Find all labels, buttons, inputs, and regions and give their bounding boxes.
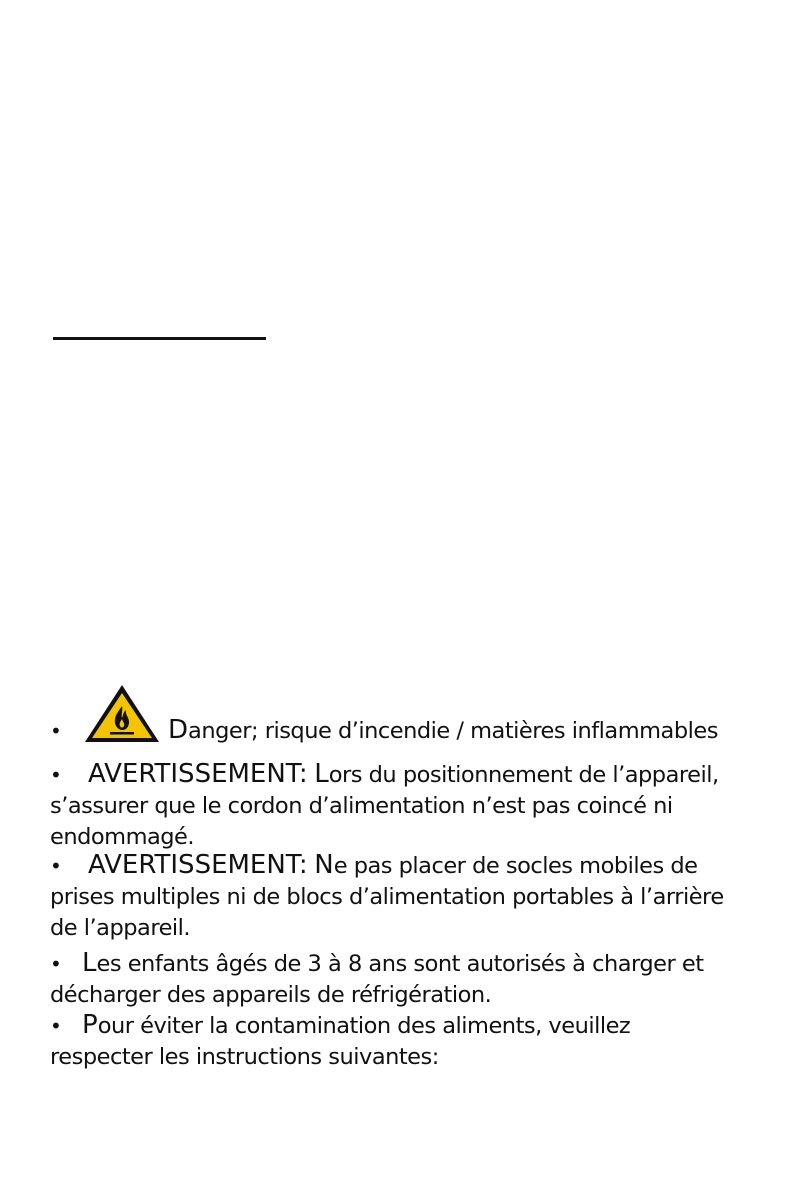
warning-keyword: AVERTISSEMENT:	[88, 759, 308, 789]
item-text: endommagé.	[50, 824, 195, 850]
bullet: •	[50, 763, 62, 787]
bullet: •	[50, 854, 62, 878]
item-text: our éviter la contamination des aliments, veuillez	[97, 1013, 631, 1039]
list-item-flammable: • Danger; risque d’incendie / matières inflammables	[50, 682, 780, 747]
item-text: de l’appareil.	[50, 915, 191, 941]
list-item-children: • Les enfants âgés de 3 à 8 ans sont autorisés à charger et décharger des appareils de réfrigération.	[50, 948, 780, 1011]
item-text: anger; risque d’incendie / matières inflammables	[188, 718, 718, 744]
list-item-contamination: • Pour éviter la contamination des aliments, veuillez respecter les instructions suivantes:	[50, 1010, 780, 1073]
warning-keyword: AVERTISSEMENT:	[88, 850, 308, 880]
item-text: décharger des appareils de réfrigération.	[50, 982, 492, 1008]
bullet: •	[50, 719, 62, 743]
list-item-power-strip-warning: • AVERTISSEMENT: Ne pas placer de socles mobiles de prises multiples ni de blocs d’alimentation portables à l’arrière de l’appareil.	[50, 850, 780, 944]
item-text: prises multiples ni de blocs d’alimentation portables à l’arrière	[50, 884, 724, 910]
list-item-cord-warning: • AVERTISSEMENT: Lors du positionnement de l’appareil, s’assurer que le cordon d’alimentation n’est pas coincé ni endommagé.	[50, 759, 780, 853]
section-divider	[53, 337, 266, 340]
item-text: ors du positionnement de l’appareil,	[328, 762, 719, 788]
bullet: •	[50, 1014, 62, 1038]
flammable-warning-icon	[82, 682, 162, 744]
bullet: •	[50, 952, 62, 976]
item-text: es enfants âgés de 3 à 8 ans sont autorisés à charger et	[96, 951, 704, 977]
item-text: s’assurer que le cordon d’alimentation n’est pas coincé ni	[50, 793, 673, 819]
item-text: respecter les instructions suivantes:	[50, 1044, 439, 1070]
item-text: e pas placer de socles mobiles de	[333, 853, 698, 879]
